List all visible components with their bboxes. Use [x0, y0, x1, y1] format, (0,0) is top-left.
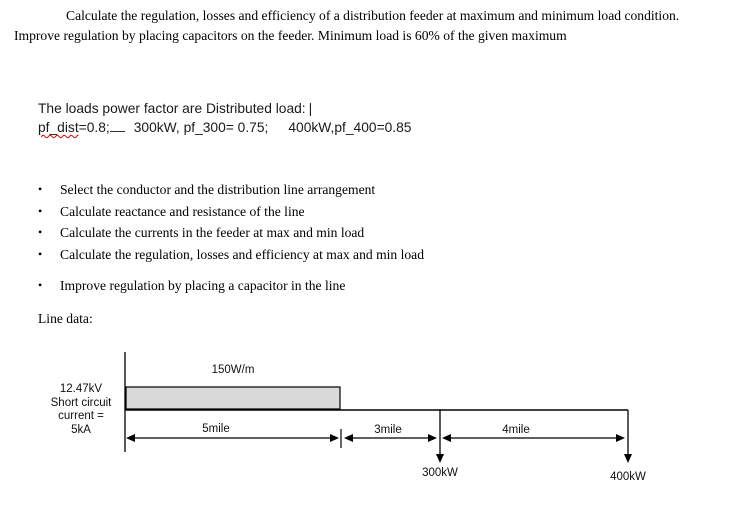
loads-line2	[38, 118, 411, 137]
dim-4mile-left-arrowhead-icon	[442, 434, 451, 442]
segment-5mile-label: 5mile	[202, 423, 230, 435]
bullet-icon: •	[38, 182, 43, 196]
source-shortcircuit-2: current =	[58, 410, 104, 422]
distributed-load-label: 150W/m	[211, 364, 255, 376]
loads-line1-text: The loads power factor are Distributed load:	[38, 101, 306, 116]
feeder-diagram[interactable]	[0, 340, 732, 531]
loads-paragraph[interactable]	[38, 99, 411, 137]
text-caret: |	[308, 101, 313, 116]
list-item-text: Calculate reactance and resistance of the line	[60, 203, 305, 219]
problem-statement[interactable]: Calculate the regulation, losses and efficiency of a distribution feeder at maximum and minimum load condition. Improve regulation by placing capacitors on the feeder. Minimum load is 60% of the given maximum	[14, 8, 680, 43]
underline-segment	[110, 118, 125, 132]
list-item[interactable]	[38, 179, 424, 201]
pf-dist-value: =0.8;	[78, 120, 110, 135]
pf-dist-misspelled-token: pf_dist	[38, 120, 79, 135]
list-item-text: Calculate the currents in the feeder at max and min load	[60, 225, 365, 240]
requirements-list	[38, 179, 424, 297]
list-item-text: Select the conductor and the distribution line arrangement	[60, 182, 376, 197]
list-item[interactable]	[38, 222, 424, 244]
pf-300-text: 300kW, pf_300= 0.75;	[133, 120, 269, 135]
list-item-text: Calculate the regulation, losses and efficiency at max and min load	[60, 246, 425, 262]
bullet-icon: •	[38, 225, 43, 239]
source-info-label	[40, 383, 122, 437]
list-item[interactable]	[38, 244, 424, 266]
segment-3mile-label: 3mile	[374, 424, 402, 436]
list-item[interactable]	[38, 201, 424, 223]
source-voltage: 12.47kV	[59, 383, 103, 395]
segment-4mile-label: 4mile	[502, 424, 530, 436]
pf-400-text: 400kW,pf_400=0.85	[288, 120, 412, 135]
bullet-icon: •	[38, 278, 43, 292]
load-400-arrowhead-icon	[624, 454, 632, 463]
load-400kw-label: 400kW	[610, 471, 646, 483]
bullet-icon: •	[38, 203, 43, 218]
source-shortcircuit-3: 5kA	[71, 423, 91, 436]
list-item[interactable]	[38, 275, 424, 297]
load-300-arrowhead-icon	[436, 454, 444, 463]
dim-4mile-right-arrowhead-icon	[616, 434, 625, 442]
list-item-text: Improve regulation by placing a capacitor in the line	[60, 278, 346, 293]
distributed-load-rect	[126, 387, 340, 409]
line-data-heading[interactable]: Line data:	[38, 311, 93, 326]
source-shortcircuit-1: Short circuit	[50, 396, 112, 409]
bullet-icon: •	[38, 246, 43, 261]
loads-line1	[38, 99, 411, 118]
load-300kw-label: 300kW	[422, 467, 458, 479]
dim-5mile-left-arrowhead-icon	[126, 434, 135, 442]
